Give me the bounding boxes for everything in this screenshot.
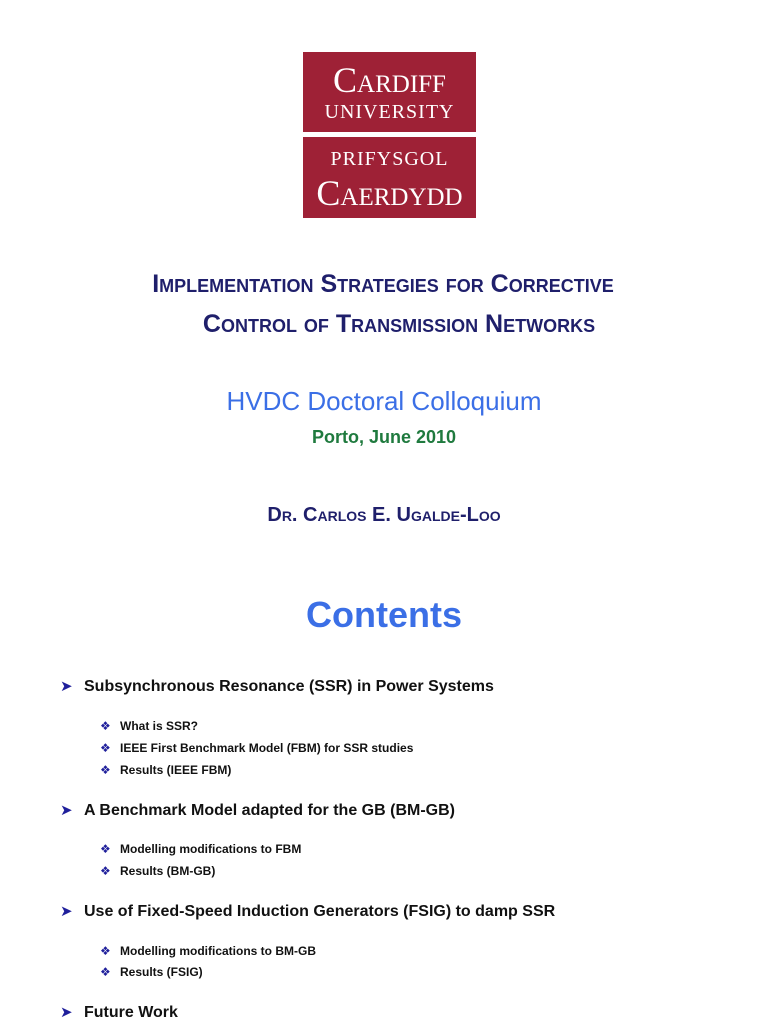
logo-caerdydd-text: Caerdydd (316, 173, 463, 213)
logo-prifysgol-text: PRIFYSGOL (330, 148, 449, 170)
diamond-bullet-icon: ❖ (100, 944, 111, 958)
logo-university-text: UNIVERSITY (324, 101, 455, 123)
arrow-bullet-icon: ➤ (60, 678, 73, 695)
contents-subitem (100, 864, 215, 878)
contents-section (60, 677, 494, 696)
author-name: Dr. Carlos E. Ugalde-Loo (267, 504, 501, 526)
section-label: Use of Fixed-Speed Induction Generators (FSIG) to damp SSR (84, 903, 556, 920)
contents-subitem (100, 944, 316, 958)
place-date: Porto, June 2010 (311, 427, 457, 447)
contents-section (60, 902, 555, 921)
arrow-bullet-icon: ➤ (60, 903, 73, 920)
contents-section (60, 801, 455, 820)
subitem-label: Modelling modifications to BM-GB (120, 944, 316, 958)
arrow-bullet-icon: ➤ (60, 802, 73, 819)
diamond-bullet-icon: ❖ (100, 864, 111, 878)
contents-heading: Contents (306, 594, 462, 635)
subitem-label: What is SSR? (120, 719, 199, 733)
presentation-title-line-2: Control of Transmission Networks (202, 310, 596, 338)
contents-subitem (100, 965, 203, 979)
diamond-bullet-icon: ❖ (100, 763, 111, 777)
contents-section (60, 1003, 178, 1022)
section-label: A Benchmark Model adapted for the GB (BM-GB) (84, 802, 455, 819)
subitem-label: Modelling modifications to FBM (120, 842, 302, 856)
subitem-label: Results (IEEE FBM) (120, 763, 232, 777)
arrow-bullet-icon: ➤ (60, 1004, 73, 1021)
subitem-label: Results (BM-GB) (120, 864, 216, 878)
diamond-bullet-icon: ❖ (100, 965, 111, 979)
subitem-label: Results (FSIG) (120, 965, 203, 979)
section-label: Future Work (84, 1004, 178, 1021)
section-label: Subsynchronous Resonance (SSR) in Power Systems (84, 678, 494, 695)
logo-cardiff-text: Cardiff (333, 60, 446, 100)
contents-subitem (100, 842, 301, 856)
contents-subitem (100, 741, 413, 755)
contents-subitem (100, 719, 198, 733)
contents-subitem (100, 763, 231, 777)
presentation-title-line-1: Implementation Strategies for Corrective (152, 270, 614, 298)
event-subtitle: HVDC Doctoral Colloquium (226, 386, 542, 416)
diamond-bullet-icon: ❖ (100, 719, 111, 733)
subitem-label: IEEE First Benchmark Model (FBM) for SSR studies (120, 741, 414, 755)
diamond-bullet-icon: ❖ (100, 741, 111, 755)
diamond-bullet-icon: ❖ (100, 842, 111, 856)
